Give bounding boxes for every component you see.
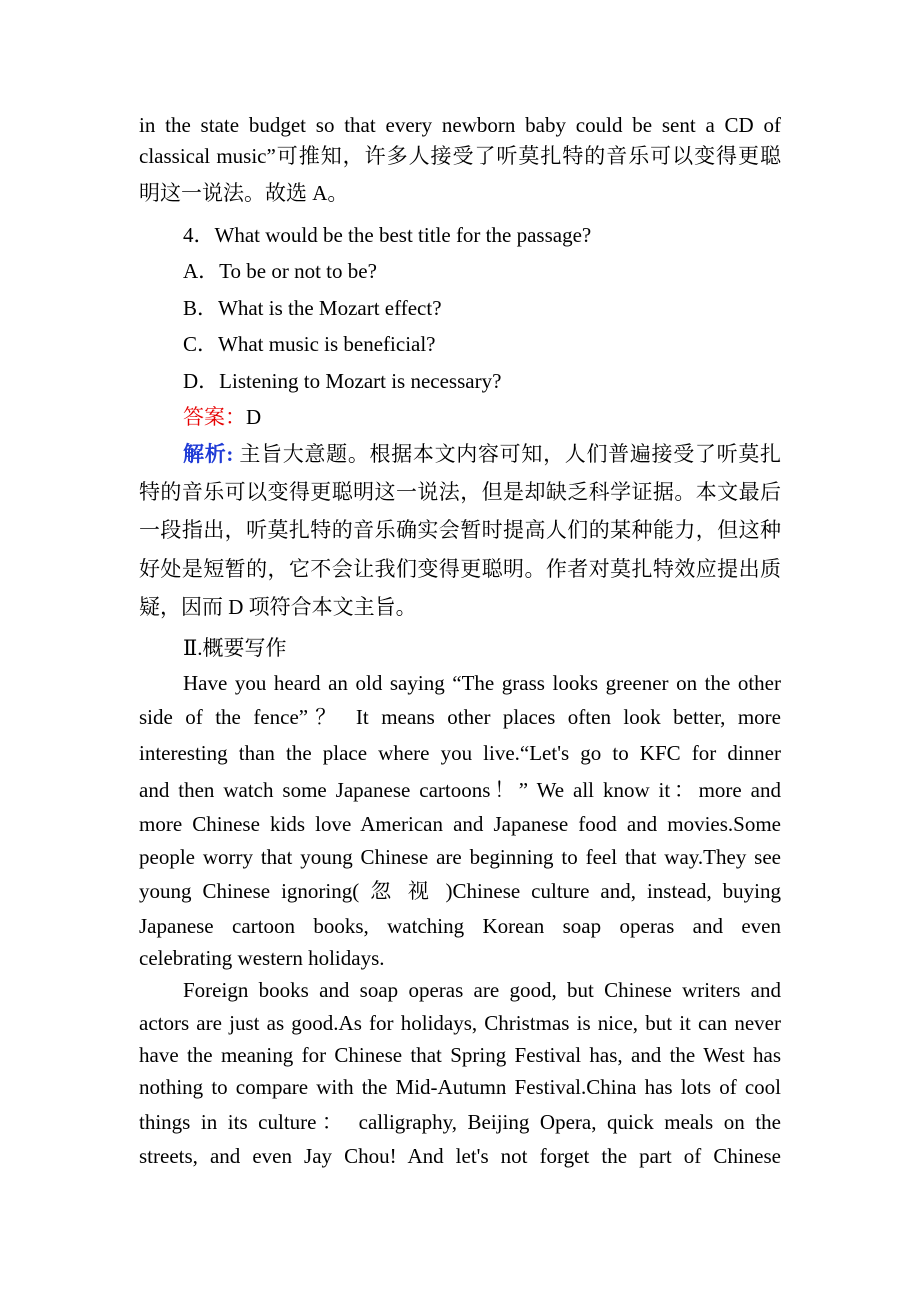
option-b: B．What is the Mozart effect?	[183, 296, 442, 320]
p1-line-1: Have you heard an old saying “The grass looks greener on the other	[183, 671, 781, 695]
analysis-line-4: 好处是短暂的，它不会让我们变得更聪明。作者对莫扎特效应提出质	[139, 557, 781, 581]
p1-line-4: and then watch some Japanese cartoons！” We all know it：more and	[139, 778, 781, 802]
p2-line-6: streets, and even Jay Chou! And let's not forget the part of Chinese	[139, 1144, 781, 1168]
option-a: A．To be or not to be?	[183, 259, 377, 283]
analysis-line-1	[183, 440, 781, 468]
analysis-line-3: 一段指出，听莫扎特的音乐确实会暂时提高人们的某种能力，但这种	[139, 518, 781, 542]
p1-line-7: young Chinese ignoring( 忽 视 )Chinese culture and, instead, buying	[139, 879, 781, 903]
p2-line-4: nothing to compare with the Mid-Autumn Festival.China has lots of cool	[139, 1075, 781, 1099]
option-c: C．What music is beneficial?	[183, 332, 436, 356]
answer-value: D	[246, 405, 262, 429]
p2-line-5: things in its culture： calligraphy, Beijing Opera, quick meals on the	[139, 1110, 781, 1134]
option-d: D．Listening to Mozart is necessary?	[183, 369, 502, 393]
carry-over-line-1: in the state budget so that every newborn baby could be sent a CD of	[139, 113, 781, 137]
analysis-label: 解析:	[183, 442, 234, 466]
answer-label: 答案：	[183, 405, 246, 429]
p1-line-8: Japanese cartoon books, watching Korean soap operas and even	[139, 914, 781, 938]
section-title: Ⅱ.概要写作	[183, 636, 287, 660]
p2-line-3: have the meaning for Chinese that Spring Festival has, and the West has	[139, 1043, 781, 1067]
p2-line-2: actors are just as good.As for holidays, Christmas is nice, but it can never	[139, 1011, 781, 1035]
carry-over-line-3: 明这一说法。故选 A。	[139, 181, 349, 205]
question-stem: 4．What would be the best title for the passage?	[183, 223, 592, 247]
p1-line-5: more Chinese kids love American and Japanese food and movies.Some	[139, 812, 781, 836]
p1-line-9: celebrating western holidays.	[139, 946, 385, 970]
p1-line-2: side of the fence”？ It means other places often look better, more	[139, 705, 781, 729]
analysis-line-5: 疑，因而 D 项符合本文主旨。	[139, 595, 417, 619]
answer-line	[183, 403, 781, 431]
p1-line-6: people worry that young Chinese are beginning to feel that way.They see	[139, 845, 781, 869]
p2-line-1: Foreign books and soap operas are good, but Chinese writers and	[183, 978, 781, 1002]
analysis-line-2: 特的音乐可以变得更聪明这一说法，但是却缺乏科学证据。本文最后	[139, 480, 781, 504]
carry-over-line-2: classical music”可推知，许多人接受了听莫扎特的音乐可以变得更聪	[139, 144, 781, 168]
analysis-text-1: 主旨大意题。根据本文内容可知，人们普遍接受了听莫扎	[239, 442, 782, 466]
p1-line-3: interesting than the place where you live.“Let's go to KFC for dinner	[139, 741, 781, 765]
